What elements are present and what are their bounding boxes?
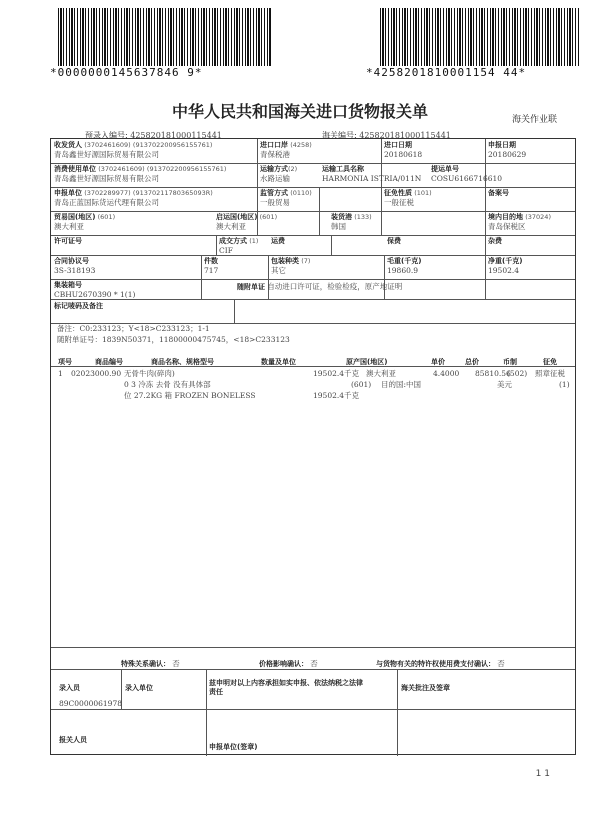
declaration-form xyxy=(50,138,576,755)
goods-exempt-code: (1) xyxy=(559,380,570,389)
declarant-field: 申报单位 (3702289977) (91370211780365093R) 青岛正蓝国际货运代理有限公司 xyxy=(54,189,213,207)
special-relationship-confirm: 特殊关系确认： 否 xyxy=(121,659,180,668)
goods-total: 85810.56 xyxy=(475,369,511,378)
deal-mode-field: 成交方式 (1) CIF xyxy=(219,237,259,255)
barcode-right xyxy=(380,8,580,66)
origin-country-field: 启运国(地区) (601) 澳大利亚 xyxy=(216,213,278,231)
goods-header-code: 商品编号 xyxy=(95,358,123,366)
import-port-field: 进口口岸 (4258) 青保税港 xyxy=(260,141,312,159)
goods-header-total: 总价 xyxy=(465,358,479,366)
misc-fee-field: 杂费 xyxy=(488,237,502,245)
declare-date-field: 申报日期 20180629 xyxy=(488,141,527,159)
package-field: 包装种类 (7) 其它 xyxy=(271,257,311,275)
import-date-field: 进口日期 20180618 xyxy=(384,141,423,159)
customs-note-label: 海关批注及签章 xyxy=(401,684,450,692)
container-field: 集装箱号 CBHU2670390 * 1(1) xyxy=(54,281,136,299)
goods-exempt: 照章征税 xyxy=(535,369,565,378)
marks-line-1: 备注：C0:233123；Y<18>C233123；1-1 xyxy=(57,324,210,333)
barcode-left xyxy=(58,8,272,66)
goods-header-price: 单价 xyxy=(431,358,445,366)
goods-header-exempt: 征免 xyxy=(543,358,557,366)
insurance-field: 保费 xyxy=(387,237,401,245)
goods-header-name: 商品名称、规格型号 xyxy=(151,358,214,366)
freight-field: 运费 xyxy=(271,237,285,245)
customs-number: 海关编号: 425820181000115441 xyxy=(322,131,451,140)
goods-code: 02023000.90 xyxy=(71,369,122,378)
license-field: 许可证号 xyxy=(54,237,82,245)
goods-name-line-3: 位 27.2KG 箱 FROZEN BONELESS xyxy=(124,391,256,400)
barcode-left-number: *0000000145637846 9* xyxy=(50,66,203,79)
net-weight-field: 净重(千克) 19502.4 xyxy=(488,257,523,275)
goods-origin: 澳大利亚 xyxy=(366,369,396,378)
goods-destination: 目的国:中国 xyxy=(381,380,422,389)
supervision-field: 监管方式 (0110) 一般贸易 xyxy=(260,189,312,207)
goods-currency: 美元 xyxy=(497,380,512,389)
consumer-field: 消费使用单位 (3702461609) (913702200956155761) 青岛鑫世好源国际贸易有限公司 xyxy=(54,165,227,183)
copy-label: 海关作业联 xyxy=(511,115,557,125)
goods-price: 4.4000 xyxy=(433,369,460,378)
declaration-statement: 兹申明对以上内容承担如实申报、依法纳税之法律责任 xyxy=(209,679,363,696)
royalty-confirm: 与货物有关的特许权使用费支付确认： 否 xyxy=(376,659,505,668)
goods-qty-1: 19502.4千克 xyxy=(313,369,360,378)
loading-port-field: 装货港 (133) 韩国 xyxy=(331,213,372,231)
transport-mode-field: 运输方式(2) 水路运输 xyxy=(260,165,298,183)
goods-header-currency: 币制 xyxy=(503,358,517,366)
gross-weight-field: 毛重(千克) 19860.9 xyxy=(387,257,422,275)
goods-qty-2: 19502.4千克 xyxy=(313,391,360,400)
entry-person-label: 录入员 xyxy=(59,684,80,692)
pre-entry-number: 预录入编号: 425820181000115441 xyxy=(85,131,222,140)
trade-country-field: 贸易国(地区) (601) 澳大利亚 xyxy=(54,213,116,231)
marks-field: 标记唛码及备注 xyxy=(54,302,103,310)
destination-field: 境内目的地 (37024) 青岛保税区 xyxy=(488,213,551,231)
record-number-field: 备案号 xyxy=(488,189,509,197)
goods-name-line-1: 无骨牛肉(碎肉) xyxy=(124,369,175,378)
goods-origin-code: (601) xyxy=(351,380,372,389)
contract-field: 合同协议号 3S-318193 xyxy=(54,257,96,275)
goods-header-qty: 数量及单位 xyxy=(261,358,296,366)
bill-number-field: 提运单号 COSU6166716610 xyxy=(431,165,503,183)
consignee-field: 收发货人 (3702461609) (913702200956155761) 青岛鑫世好源国际贸易有限公司 xyxy=(54,141,213,159)
goods-header-origin: 原产国(地区) xyxy=(346,358,388,366)
goods-no: 1 xyxy=(58,369,63,378)
entry-unit-label: 录入单位 xyxy=(125,684,153,692)
declarant-person-label: 报关人员 xyxy=(59,736,87,744)
pieces-field: 件数 717 xyxy=(204,257,219,275)
tax-nature-field: 征免性质 (101) 一般征税 xyxy=(384,189,432,207)
documents-field: 随附单证 自动进口许可证，检验检疫，原产地证明 xyxy=(237,282,403,291)
marks-line-2: 随附单证号：1839N50371，11800000475745，<18>C233123 xyxy=(57,335,290,344)
page-number: 1 1 xyxy=(535,769,550,779)
goods-name-line-2: 0 3 冷冻 去骨 没有具体部 xyxy=(124,380,211,389)
declarant-unit-sign-label: 申报单位(签章) xyxy=(209,743,258,751)
transport-tool-field: 运输工具名称 HARMONIA ISTRIA/011N xyxy=(322,165,422,183)
goods-currency-code: (502) xyxy=(507,369,528,378)
price-influence-confirm: 价格影响确认： 否 xyxy=(259,659,318,668)
barcode-right-number: *4258201810001154 44* xyxy=(366,66,527,79)
goods-header-no: 项号 xyxy=(58,358,72,366)
document-title: 中华人民共和国海关进口货物报关单 xyxy=(171,102,428,121)
entry-number: 89C0000061978 xyxy=(59,699,122,708)
